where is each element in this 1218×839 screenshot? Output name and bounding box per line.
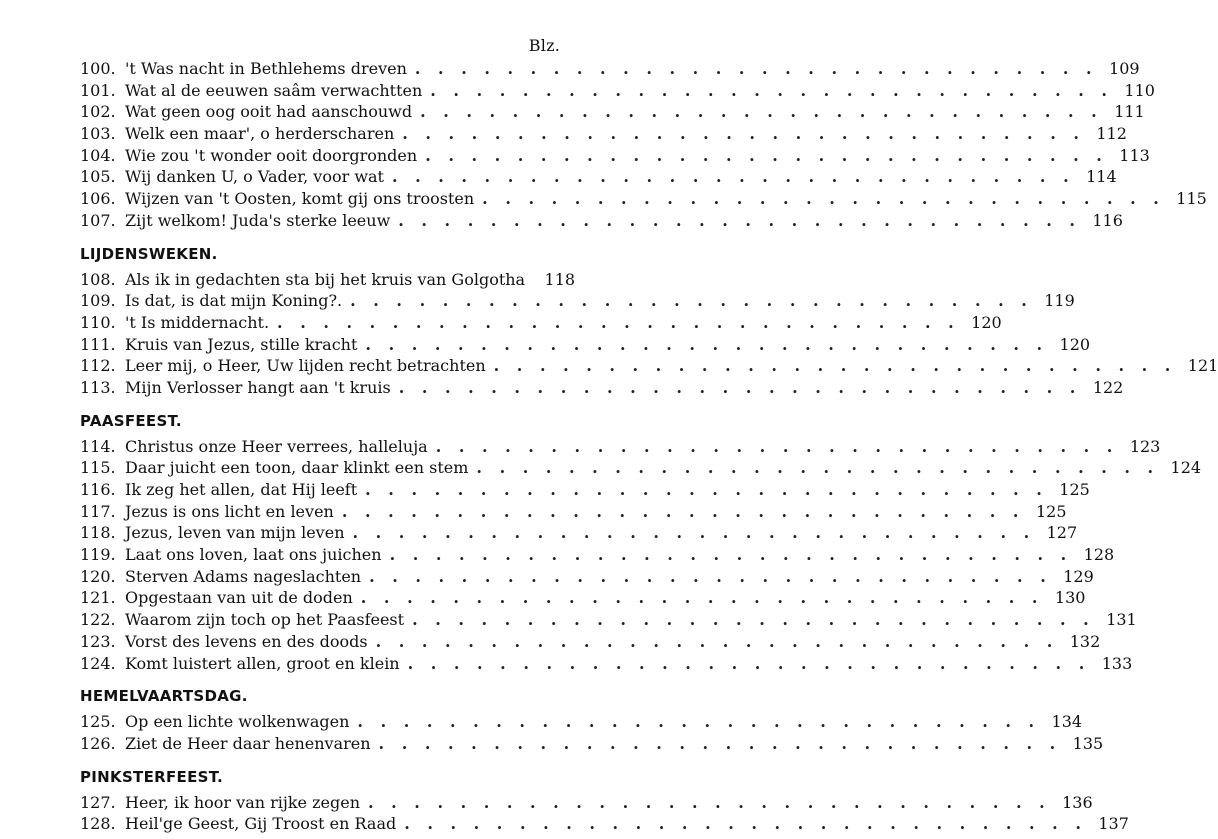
entry-title: Leer mij, o Heer, Uw lijden recht betrachten [125,356,486,376]
dot-leader: . . . . . . . . . . . . . . . . . . . . . . . . . . . . . . [378,733,1062,753]
entry-number: 126. [80,733,116,753]
entry-page-number: 137 [1098,814,1129,834]
toc-entry [80,123,1127,145]
entry-number: 108. [80,269,116,289]
toc-entry [80,210,1123,232]
toc-entry [80,166,1117,188]
entry-page-number: 120 [1059,334,1091,354]
toc-entry [80,733,1104,755]
toc-entry [80,188,1207,210]
entry-title: Vorst des levens en des doods [125,631,368,651]
dot-leader: . . . . . . . . . . . . . . . . . . . . . . . . . . . . . . [412,610,1095,630]
entry-title: Heer, ik hoor van rijke zegen [125,792,361,812]
entry-page-number: 115 [1176,189,1207,209]
entry-title: Opgestaan van uit de doden [125,588,353,608]
entry-page-number: 127 [1046,523,1078,543]
dot-leader: . . . . . . . . . . . . . . . . . . . . . . . . . . . . . . [389,545,1073,565]
dot-leader: . . . . . . . . . . . . . . . . . . . . . . . . . . . . . . [430,80,1113,100]
toc-entry [80,711,1083,733]
entry-number: 116. [80,480,116,499]
entry-title: Jezus is ons licht en leven [125,501,334,521]
dot-leader: . . . . . . . . . . . . . . . . . . . . . . . . . . . . . . [402,124,1085,144]
entry-number: 121. [80,588,116,608]
entry-number: 100. [80,59,116,78]
toc-sections [80,58,1218,835]
entry-page-number: 109 [1109,59,1140,78]
toc-entry [80,145,1150,167]
entry-number: 107. [80,210,116,230]
toc-entry [80,58,1140,80]
toc-entry [80,566,1094,588]
dot-leader: . . . . . . . . . . . . . . . . . . . . . . . . . . . . . . [352,523,1036,543]
entry-number: 125. [80,712,116,732]
entry-number: 112. [80,356,116,376]
entry-page-number: 129 [1063,566,1094,586]
toc-entry [80,544,1115,566]
entry-page-number: 111 [1114,102,1145,122]
dot-leader: . . . . . . . . . . . . . . . . . . . . . . . . . . . . . . [435,436,1119,456]
entry-number: 118. [80,523,116,543]
toc-entry [80,355,1218,377]
dot-leader: . . . . . . . . . . . . . . . . . . . . . . . . . . . . . . [375,631,1059,651]
dot-leader: . . . . . . . . . . . . . . . . . . . . . . . . . . . . . . [476,458,1160,478]
toc-entry [80,377,1124,399]
toc-section [80,767,1129,835]
dot-leader: . . . . . . . . . . . . . . . . . . . . . . . . . . . . . . [360,588,1044,608]
entry-number: 102. [80,102,116,122]
dot-leader: . . . . . . . . . . . . . . . . . . . . . . . . . . . . . . [398,210,1081,230]
section-heading: PINKSTERFEEST. [80,767,223,786]
entry-number: 122. [80,610,116,630]
toc-section [80,687,1104,754]
entry-number: 127. [80,792,116,812]
entry-number: 103. [80,124,116,144]
entry-title: Welk een maar', o herderscharen [125,124,395,144]
toc-entry [80,653,1133,675]
toc-entry [80,522,1078,544]
page-column-label: Blz. [528,36,560,55]
entry-title: Jezus, leven van mijn leven [125,523,345,543]
dot-leader: . . . . . . . . . . . . . . . . . . . . . . . . . . . . . . [369,566,1052,586]
section-heading: HEMELVAARTSDAG. [80,687,248,706]
entry-page-number: 125 [1035,501,1067,521]
toc-entry [80,631,1101,653]
entry-title: Waarom zijn toch op het Paasfeest [125,610,405,630]
toc-section [80,244,1218,399]
toc-entry [80,609,1137,631]
section-heading: PAASFEEST. [80,411,182,430]
entry-number: 123. [80,631,116,651]
dot-leader: . . . . . . . . . . . . . . . . . . . . . . . . . . . . . . [365,480,1048,499]
entry-page-number: 119 [1044,291,1075,311]
entry-page-number: 113 [1119,145,1150,165]
entry-title: Mijn Verlosser hangt aan 't kruis [125,377,391,397]
entry-title: Ziet de Heer daar henenvaren [125,733,371,753]
entry-page-number: 135 [1072,733,1104,753]
dot-leader: . . . . . . . . . . . . . . . . . . . . . . . . . . . . . . [407,653,1091,673]
entry-title: Laat ons loven, laat ons juichen [125,545,382,565]
entry-page-number: 116 [1092,210,1123,230]
entry-title: Komt luistert allen, groot en klein [125,653,400,673]
entry-number: 109. [80,291,116,311]
entry-page-number: 134 [1051,712,1083,732]
entry-page-number: 112 [1096,124,1127,144]
entry-title: Daar juicht een toon, daar klinkt een stem [125,458,469,478]
toc-entry [80,457,1202,479]
toc-entry [80,587,1086,609]
dot-leader: . . . . . . . . . . . . . . . . . . . . . . . . . . . . . . [357,712,1041,732]
dot-leader: . . . . . . . . . . . . . . . . . . . . . . . . . . . . . . [420,102,1103,122]
entry-page-number: 122 [1092,377,1124,397]
dot-leader: . . . . . . . . . . . . . . . . . . . . . . . . . . . . . . [368,792,1051,812]
toc-entry [80,334,1091,356]
entry-title: Wat geen oog ooit had aanschouwd [125,102,413,122]
entry-title: Wijzen van 't Oosten, komt gij ons troosten [125,189,475,209]
toc-entry [80,80,1155,102]
toc-section [80,58,1207,232]
dot-leader: . . . . . . . . . . . . . . . . . . . . . . . . . . . . . . [414,59,1098,78]
entry-page-number: 124 [1170,458,1202,478]
entry-page-number: 120 [971,312,1002,332]
section-heading: LIJDENSWEKEN. [80,244,218,263]
dot-leader: . . . . . . . . . . . . . . . . . . . . . . . . . . . . . . [425,145,1108,165]
entry-number: 119. [80,545,116,565]
entry-number: 111. [80,334,116,354]
entry-title: 't Was nacht in Bethlehems dreven [125,59,407,78]
entry-page-number: 118 [544,269,576,289]
toc-entry [80,813,1129,835]
entry-number: 110. [80,312,116,332]
dot-leader: . . . . . . . . . . . . . . . . . . . . . . . . . . . . . . [391,167,1075,187]
toc-entry [80,436,1161,458]
entry-title: Wat al de eeuwen saâm verwachtten [125,80,423,100]
dot-leader: . . . . . . . . . . . . . . . . . . . . . . . . . . . . . . [350,291,1033,311]
toc-entry [80,290,1075,312]
entry-title: Is dat, is dat mijn Koning?. [125,291,343,311]
entry-title: Wij danken U, o Vader, voor wat [125,167,384,187]
entry-title: Wie zou 't wonder ooit doorgronden [125,145,418,165]
entry-page-number: 121 [1187,356,1218,376]
entry-page-number: 128 [1083,545,1115,565]
toc-entry [80,312,1002,334]
toc-entry [80,269,576,291]
toc-section [80,411,1202,675]
entry-page-number: 132 [1069,631,1101,651]
dot-leader: . . . . . . . . . . . . . . . . . . . . . . . . . . . . . . [482,189,1165,209]
dot-leader: . . . . . . . . . . . . . . . . . . . . . . . . . . . . . . [398,377,1082,397]
entry-page-number: 136 [1062,792,1093,812]
entry-number: 117. [80,501,116,521]
dot-leader: . . . . . . . . . . . . . . . . . . . . . . . . . . . . . . [341,501,1025,521]
entry-title: Kruis van Jezus, stille kracht [125,334,358,354]
entry-number: 105. [80,167,116,187]
toc-entry [80,792,1093,814]
entry-number: 104. [80,145,116,165]
entry-number: 113. [80,377,116,397]
entry-number: 128. [80,814,116,834]
entry-title: Ik zeg het allen, dat Hij leeft [125,480,358,499]
dot-leader: . . . . . . . . . . . . . . . . . . . . . . . . . . . . . . [365,334,1049,354]
entry-title: Sterven Adams nageslachten [125,566,362,586]
entry-title: Als ik in gedachten sta bij het kruis van Golgotha [125,269,526,289]
entry-page-number: 130 [1054,588,1086,608]
dot-leader: . . . . . . . . . . . . . . . . . . . . . . . . . . . . . . [493,356,1177,376]
toc-entry [80,501,1067,523]
entry-title: Zijt welkom! Juda's sterke leeuw [125,210,391,230]
entry-page-number: 133 [1101,653,1133,673]
entry-number: 114. [80,436,116,456]
entry-page-number: 125 [1059,480,1090,499]
dot-leader: . . . . . . . . . . . . . . . . . . . . . . . . . . . . . . [277,312,960,332]
entry-page-number: 114 [1086,167,1117,187]
entry-title: Heil'ge Geest, Gij Troost en Raad [125,814,397,834]
entry-number: 106. [80,189,116,209]
toc-entry [80,101,1145,123]
dot-leader: . . . . . . . . . . . . . . . . . . . . . . . . . . . . . . [404,814,1087,834]
entry-page-number: 123 [1129,436,1161,456]
entry-number: 124. [80,653,116,673]
entry-number: 115. [80,458,116,478]
entry-number: 120. [80,566,116,586]
entry-title: 't Is middernacht. [125,312,270,332]
entry-page-number: 131 [1106,610,1137,630]
entry-number: 101. [80,80,116,100]
toc-entry [80,479,1090,501]
entry-title: Op een lichte wolkenwagen [125,712,350,732]
entry-title: Christus onze Heer verrees, halleluja [125,436,428,456]
entry-page-number: 110 [1124,80,1155,100]
